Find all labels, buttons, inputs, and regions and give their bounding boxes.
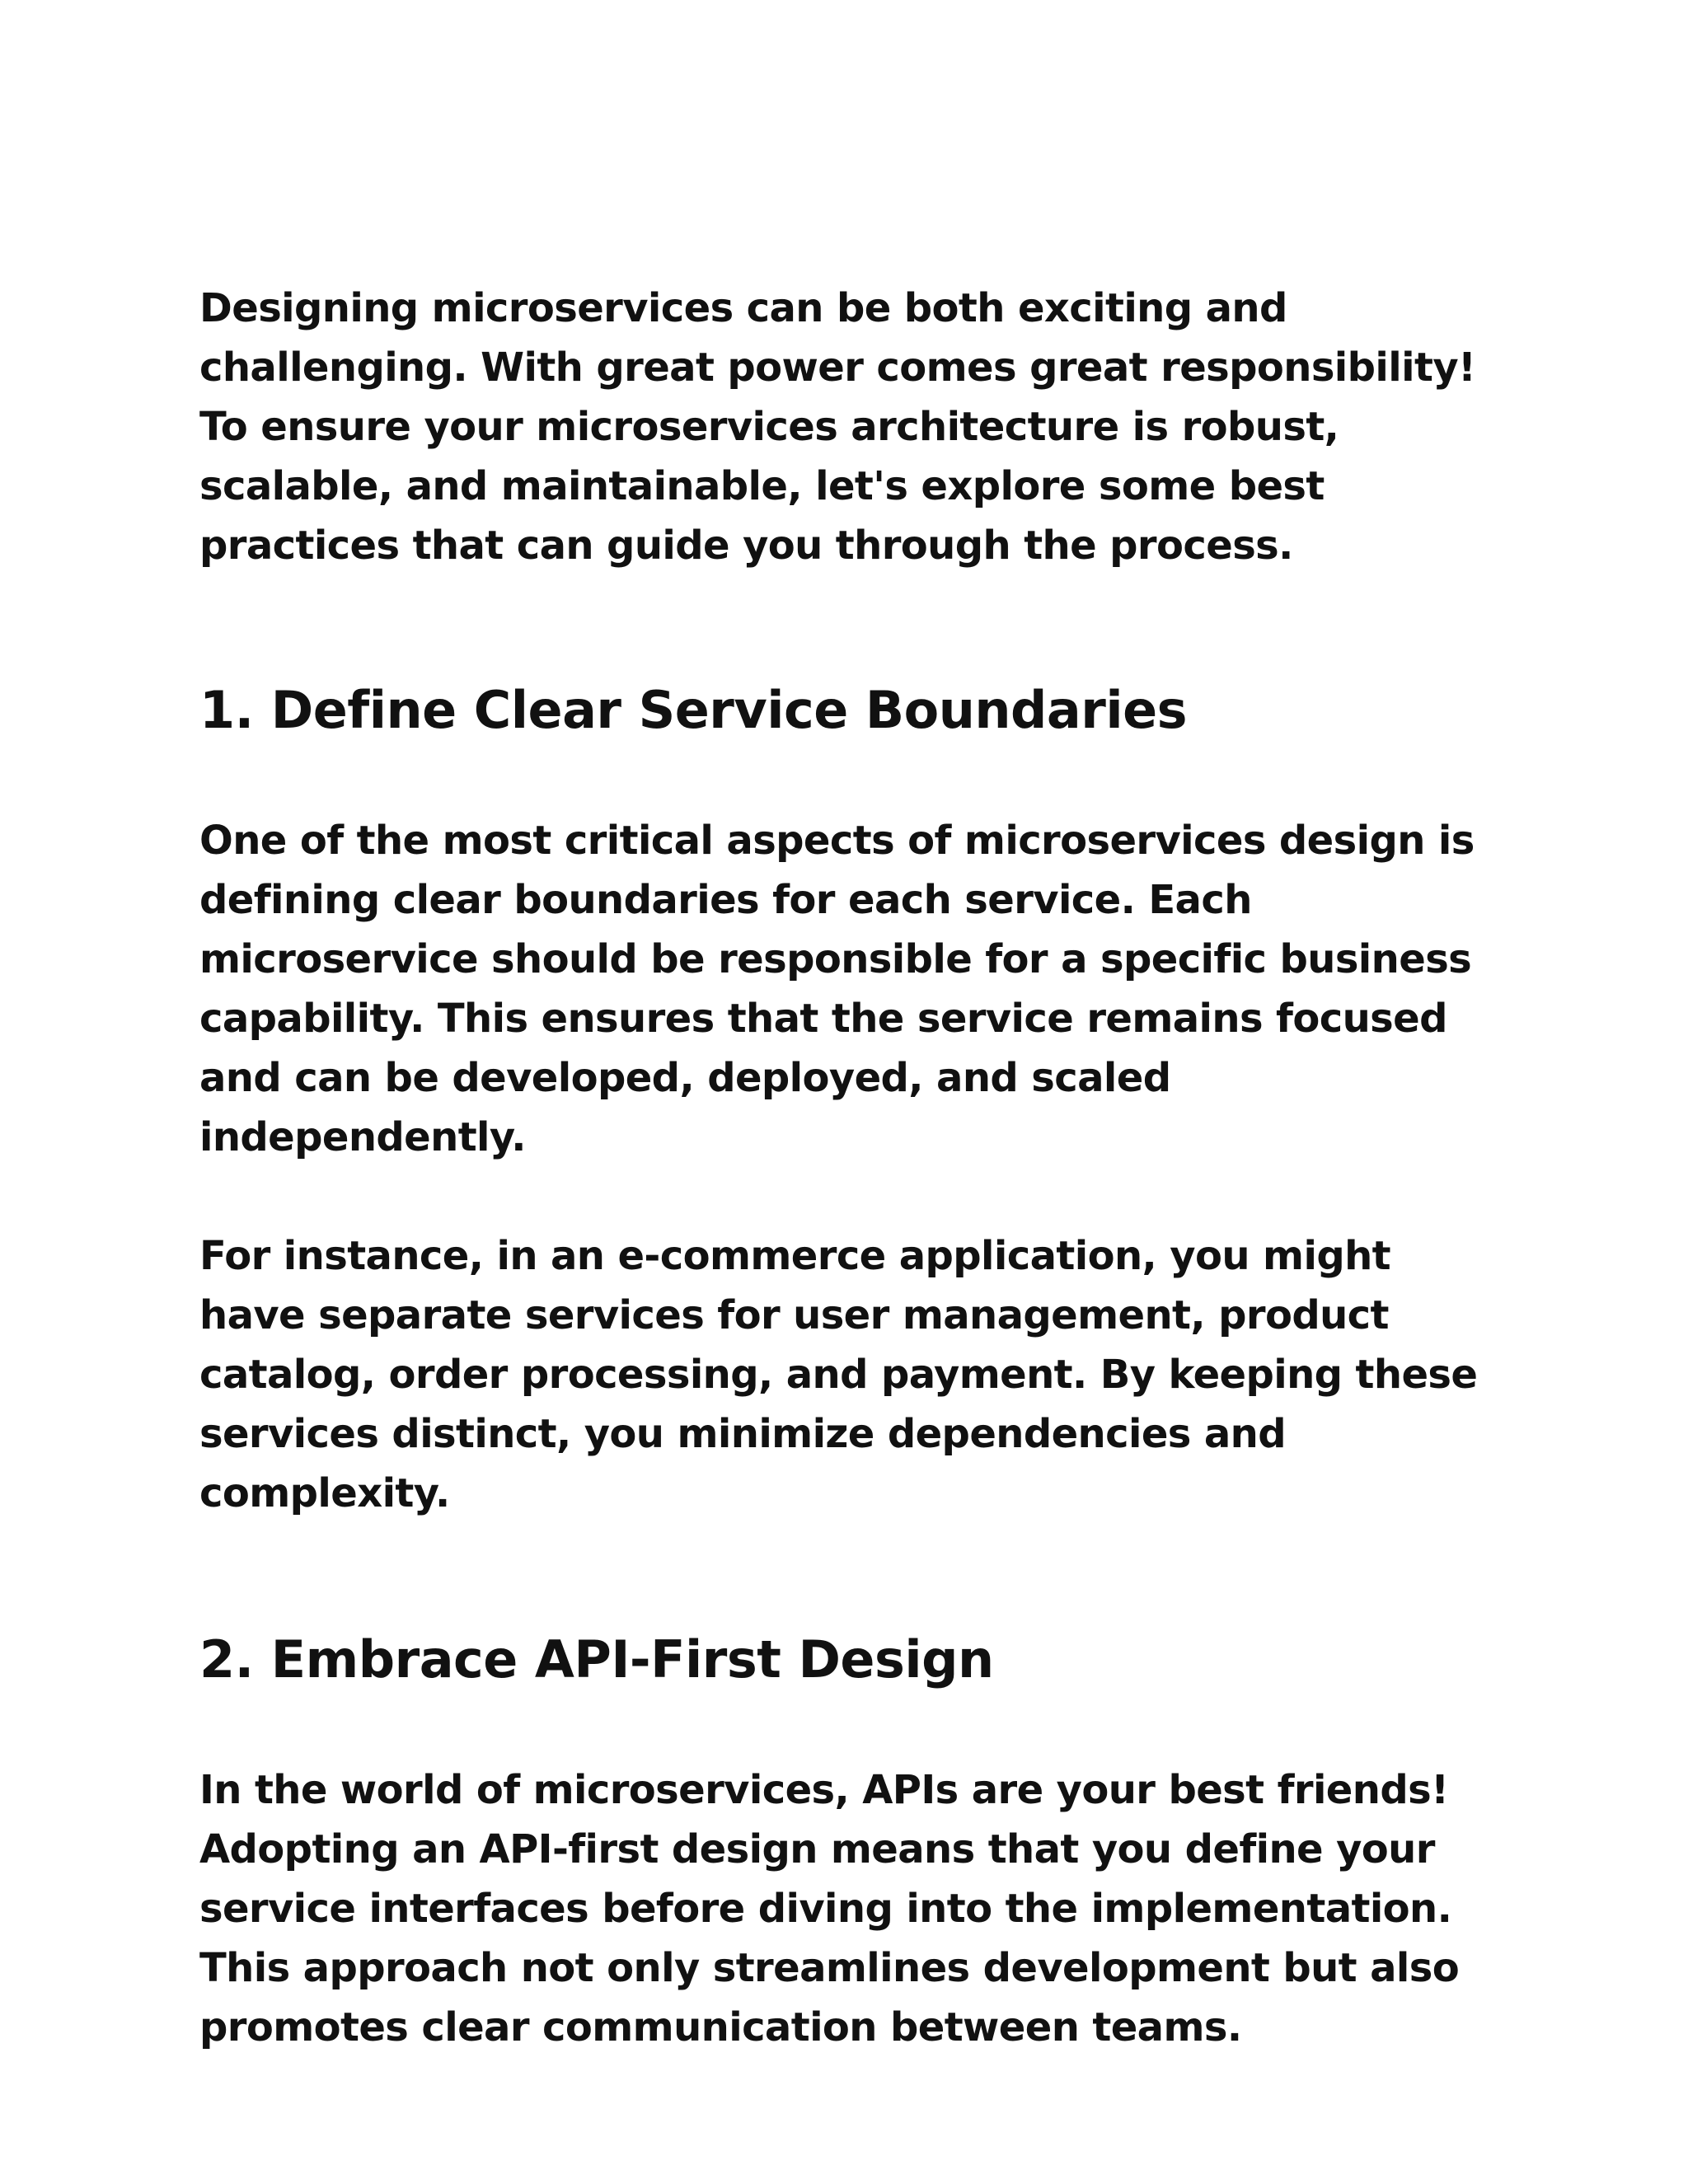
intro-paragraph: Designing microservices can be both exciting and challenging. With great power comes great responsibility! To ensure your microservices architecture is robust, scalable, and maintainable, let's explore some best practices that can guide you through the process.	[199, 285, 1476, 569]
section-heading-service-boundaries: 1. Define Clear Service Boundaries	[199, 680, 1188, 740]
section-paragraph: One of the most critical aspects of microservices design is defining clear boundaries for each service. Each microservice should be responsible for a specific business capability. This ensures that the service remains focused and can be developed, deployed, and scaled independently.	[199, 818, 1475, 1160]
section-paragraph: For instance, in an e-commerce application, you might have separate services for user management, product catalog, order processing, and payment. By keeping these services distinct, you minimize dependencies and complexity.	[199, 1233, 1478, 1516]
document-content	[199, 279, 1502, 2057]
section-heading-api-first: 2. Embrace API-First Design	[199, 1629, 994, 1690]
section-paragraph: In the world of microservices, APIs are your best friends! Adopting an API-first design means that you define your service interfaces before diving into the implementation. This approach not only streamlines development but also promotes clear communication between teams.	[199, 1767, 1460, 2050]
